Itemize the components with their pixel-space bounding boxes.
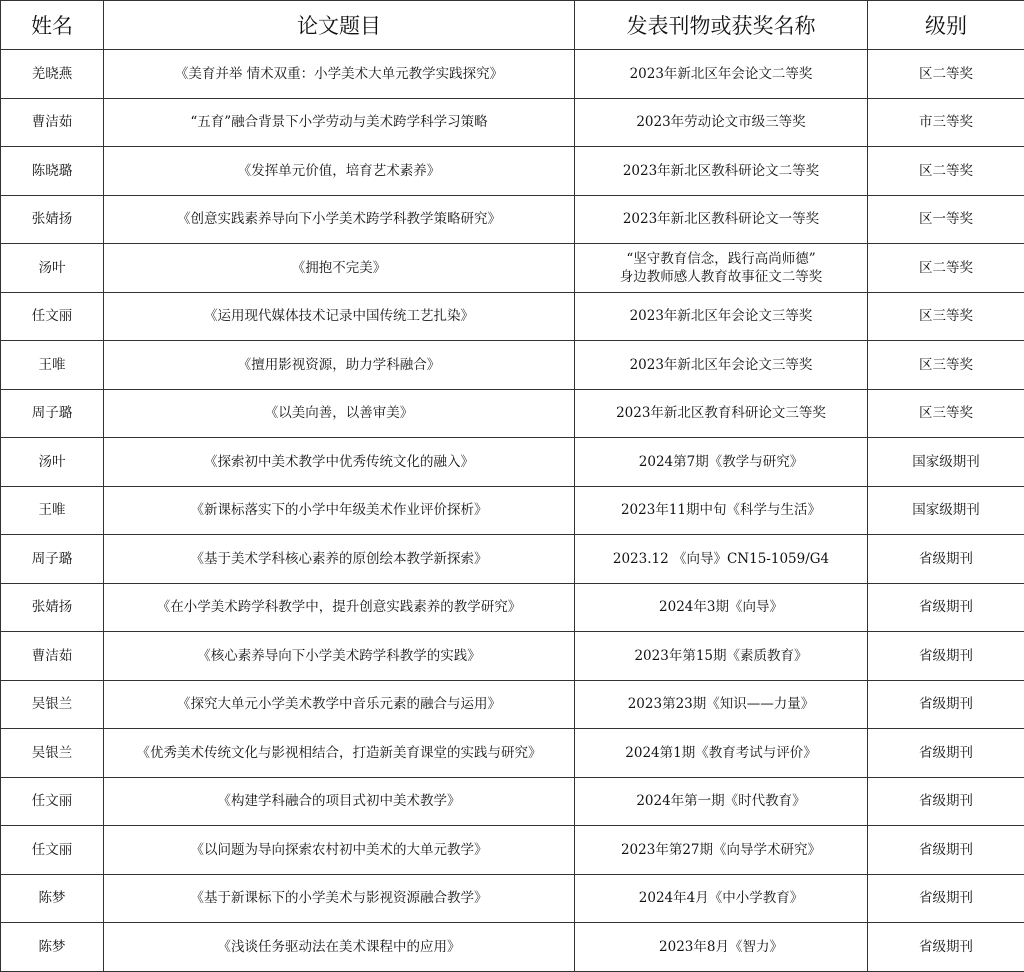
table-row: [1, 244, 1024, 293]
cell-publication: 2024第1期《教育考试与评价》: [575, 729, 868, 778]
cell-level: 区三等奖: [868, 341, 1024, 390]
table-row: [1, 874, 1024, 923]
table-row: [1, 147, 1024, 196]
cell-publication: 2023年新北区教科研论文一等奖: [575, 195, 868, 244]
cell-level: 区二等奖: [868, 50, 1024, 99]
cell-level: 区二等奖: [868, 244, 1024, 293]
cell-publication: 2024年4月《中小学教育》: [575, 874, 868, 923]
cell-name: 任文丽: [1, 292, 104, 341]
cell-level: 区二等奖: [868, 147, 1024, 196]
cell-title: 《构建学科融合的项目式初中美术教学》: [104, 777, 575, 826]
table-row: [1, 632, 1024, 681]
cell-name: 陈梦: [1, 874, 104, 923]
cell-title: 《在小学美术跨学科教学中，提升创意实践素养的教学研究》: [104, 583, 575, 632]
cell-name: 周子璐: [1, 535, 104, 584]
cell-title: 《探究大单元小学美术教学中音乐元素的融合与运用》: [104, 680, 575, 729]
cell-publication: 2023年新北区年会论文三等奖: [575, 292, 868, 341]
cell-level: 省级期刊: [868, 632, 1024, 681]
cell-name: 张婧扬: [1, 195, 104, 244]
table-row: [1, 826, 1024, 875]
cell-name: 任文丽: [1, 826, 104, 875]
cell-title: 《浅谈任务驱动法在美术课程中的应用》: [104, 923, 575, 972]
cell-name: 吴银兰: [1, 729, 104, 778]
table-row: [1, 680, 1024, 729]
cell-level: 省级期刊: [868, 535, 1024, 584]
cell-name: 汤叶: [1, 438, 104, 487]
cell-level: 国家级期刊: [868, 486, 1024, 535]
cell-level: 市三等奖: [868, 98, 1024, 147]
cell-level: 省级期刊: [868, 923, 1024, 972]
table-row: [1, 438, 1024, 487]
cell-title: 《发挥单元价值，培育艺术素养》: [104, 147, 575, 196]
cell-title: 《以美向善，以善审美》: [104, 389, 575, 438]
cell-title: 《核心素养导向下小学美术跨学科教学的实践》: [104, 632, 575, 681]
cell-name: 陈晓璐: [1, 147, 104, 196]
cell-level: 省级期刊: [868, 680, 1024, 729]
cell-title: 《美育并举 情术双重：小学美术大单元教学实践探究》: [104, 50, 575, 99]
table-row: [1, 729, 1024, 778]
cell-level: 区一等奖: [868, 195, 1024, 244]
cell-title: 《基于美术学科核心素养的原创绘本教学新探索》: [104, 535, 575, 584]
cell-name: 曹洁茹: [1, 632, 104, 681]
table-row: [1, 777, 1024, 826]
cell-publication: 2023年新北区教科研论文二等奖: [575, 147, 868, 196]
cell-name: 张婧扬: [1, 583, 104, 632]
table-row: [1, 583, 1024, 632]
header-level: 级别: [868, 1, 1024, 50]
cell-name: 汤叶: [1, 244, 104, 293]
cell-publication: 2023年新北区年会论文二等奖: [575, 50, 868, 99]
cell-title: 《拥抱不完美》: [104, 244, 575, 293]
cell-level: 区三等奖: [868, 389, 1024, 438]
table-row: [1, 98, 1024, 147]
cell-name: 王唯: [1, 486, 104, 535]
cell-level: 省级期刊: [868, 826, 1024, 875]
cell-title: 《新课标落实下的小学中年级美术作业评价探析》: [104, 486, 575, 535]
cell-level: 省级期刊: [868, 874, 1024, 923]
cell-name: 曹洁茹: [1, 98, 104, 147]
cell-title: 《擅用影视资源，助力学科融合》: [104, 341, 575, 390]
header-name: 姓名: [1, 1, 104, 50]
cell-publication: 2024年第一期《时代教育》: [575, 777, 868, 826]
cell-level: 省级期刊: [868, 583, 1024, 632]
cell-title: 《优秀美术传统文化与影视相结合，打造新美育课堂的实践与研究》: [104, 729, 575, 778]
table-header-row: [1, 1, 1024, 50]
cell-level: 省级期刊: [868, 777, 1024, 826]
table-row: [1, 389, 1024, 438]
cell-publication: 2023年第27期《向导学术研究》: [575, 826, 868, 875]
table-row: [1, 50, 1024, 99]
table-row: [1, 923, 1024, 972]
cell-publication: 2023年第15期《素质教育》: [575, 632, 868, 681]
cell-name: 周子璐: [1, 389, 104, 438]
cell-publication: 2023第23期《知识——力量》: [575, 680, 868, 729]
header-title: 论文题目: [104, 1, 575, 50]
cell-title: 《探索初中美术教学中优秀传统文化的融入》: [104, 438, 575, 487]
table-row: [1, 341, 1024, 390]
cell-name: 王唯: [1, 341, 104, 390]
cell-name: 吴银兰: [1, 680, 104, 729]
cell-publication: 2024第7期《教学与研究》: [575, 438, 868, 487]
cell-title: 《创意实践素养导向下小学美术跨学科教学策略研究》: [104, 195, 575, 244]
cell-level: 省级期刊: [868, 729, 1024, 778]
table-row: [1, 195, 1024, 244]
cell-publication: 2023年8月《智力》: [575, 923, 868, 972]
table-row: [1, 486, 1024, 535]
cell-level: 区三等奖: [868, 292, 1024, 341]
cell-publication: 2023.12 《向导》CN15-1059/G4: [575, 535, 868, 584]
cell-name: 任文丽: [1, 777, 104, 826]
cell-title: 《运用现代媒体技术记录中国传统工艺扎染》: [104, 292, 575, 341]
cell-publication: 2023年劳动论文市级三等奖: [575, 98, 868, 147]
cell-publication: “坚守教育信念，践行高尚师德” 身边教师感人教育故事征文二等奖: [575, 244, 868, 293]
cell-title: “五育”融合背景下小学劳动与美术跨学科学习策略: [104, 98, 575, 147]
cell-level: 国家级期刊: [868, 438, 1024, 487]
table-row: [1, 292, 1024, 341]
cell-name: 陈梦: [1, 923, 104, 972]
cell-title: 《基于新课标下的小学美术与影视资源融合教学》: [104, 874, 575, 923]
cell-name: 羌晓燕: [1, 50, 104, 99]
cell-publication: 2024年3期《向导》: [575, 583, 868, 632]
cell-title: 《以问题为导向探索农村初中美术的大单元教学》: [104, 826, 575, 875]
header-publication: 发表刊物或获奖名称: [575, 1, 868, 50]
cell-publication: 2023年新北区教育科研论文三等奖: [575, 389, 868, 438]
table-body: [1, 50, 1024, 972]
table-row: [1, 535, 1024, 584]
cell-publication: 2023年新北区年会论文三等奖: [575, 341, 868, 390]
cell-publication: 2023年11期中旬《科学与生活》: [575, 486, 868, 535]
